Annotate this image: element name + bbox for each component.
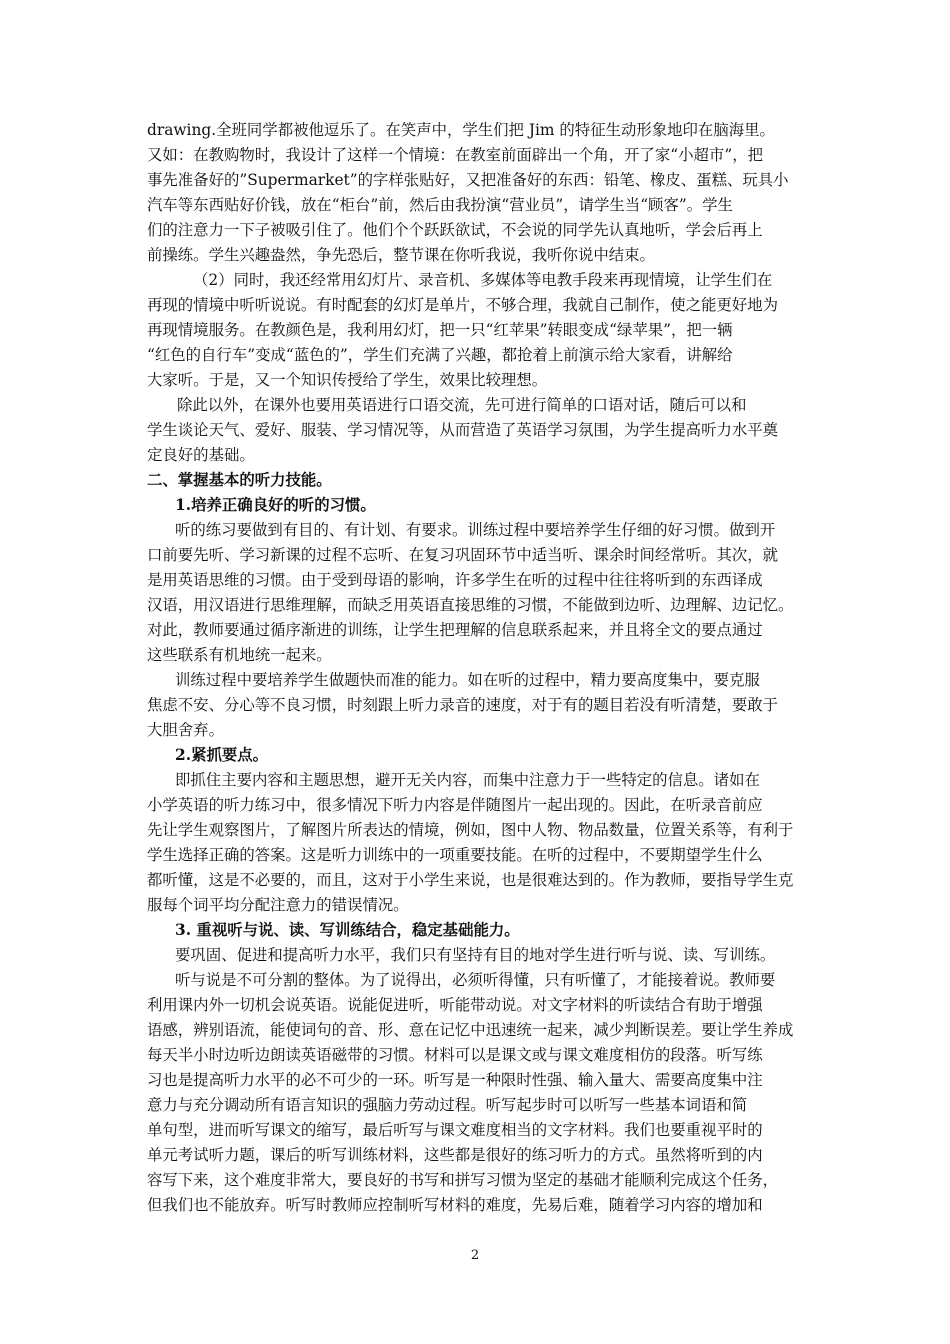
text-line: 单句型，进而听写课文的缩写，最后听写与课文难度相当的文字材料。我们也要重视平时的 <box>147 1121 763 1139</box>
body-text <box>147 118 813 1218</box>
text-line: 前操练。学生兴趣盎然，争先恐后，整节课在你听我说，我听你说中结束。 <box>147 246 655 264</box>
text-line: 是用英语思维的习惯。由于受到母语的影响，许多学生在听的过程中往往将听到的东西译成 <box>147 571 763 589</box>
text-line: drawing.全班同学都被他逗乐了。在笑声中，学生们把 Jim 的特征生动形象地印在脑海里。 <box>147 121 775 139</box>
text-line: 利用课内外一切机会说英语。说能促进听，听能带动说。对文字材料的听读结合有助于增强 <box>147 996 763 1014</box>
text-line: 听的练习要做到有目的、有计划、有要求。训练过程中要培养学生仔细的好习惯。做到开 <box>175 521 776 539</box>
text-line: 事先准备好的”Supermarket”的字样张贴好，又把准备好的东西：铅笔、橡皮、蛋糕、玩具小 <box>147 171 789 189</box>
text-line: （2）同时，我还经常用幻灯片、录音机、多媒体等电教手段来再现情境，让学生们在 <box>193 271 773 289</box>
text-line: 习也是提高听力水平的必不可少的一环。听写是一种限时性强、输入量大、需要高度集中注 <box>147 1071 763 1089</box>
page-number: 2 <box>470 1248 480 1263</box>
text-line: 小学英语的听力练习中，很多情况下听力内容是伴随图片一起出现的。因此，在听录音前应 <box>147 796 763 814</box>
text-line: 听与说是不可分割的整体。为了说得出，必须听得懂，只有听懂了，才能接着说。教师要 <box>175 971 776 989</box>
text-line: 学生谈论天气、爱好、服装、学习情况等，从而营造了英语学习氛围，为学生提高听力水平奠 <box>147 421 779 439</box>
text-line: 容写下来，这个难度非常大，要良好的书写和拼写习惯为坚定的基础才能顺利完成这个任务， <box>147 1171 779 1189</box>
text-line: 口前要先听、学习新课的过程不忘听、在复习巩固环节中适当听、课余时间经常听。其次，就 <box>147 546 779 564</box>
text-line: 再现情境服务。在教颜色是，我利用幻灯，把一只“红苹果”转眼变成“绿苹果”，把一辆 <box>147 321 733 339</box>
subsection-heading: 3. 重视听与说、读、写训练结合，稳定基础能力。 <box>175 921 520 939</box>
text-line: 再现的情境中听听说说。有时配套的幻灯是单片，不够合理，我就自己制作，使之能更好地为 <box>147 296 779 314</box>
text-line: 对此，教师要通过循序渐进的训练，让学生把理解的信息联系起来，并且将全文的要点通过 <box>147 621 763 639</box>
text-line: 先让学生观察图片，了解图片所表达的情境，例如，图中人物、物品数量，位置关系等，有利于 <box>147 821 794 839</box>
text-line: 大家听。于是，又一个知识传授给了学生，效果比较理想。 <box>147 371 548 389</box>
text-line: 都听懂，这是不必要的，而且，这对于小学生来说，也是很难达到的。作为教师，要指导学生克 <box>147 871 794 889</box>
text-line: 学生选择正确的答案。这是听力训练中的一项重要技能。在听的过程中，不要期望学生什么 <box>147 846 763 864</box>
text-line: 这些联系有机地统一起来。 <box>147 646 332 664</box>
text-line: 意力与充分调动所有语言知识的强脑力劳动过程。听写起步时可以听写一些基本词语和简 <box>147 1096 748 1114</box>
text-line: 除此以外，在课外也要用英语进行口语交流，先可进行简单的口语对话，随后可以和 <box>177 396 747 414</box>
text-line: 又如：在教购物时，我设计了这样一个情境：在教室前面辟出一个角，开了家“小超市”，把 <box>147 146 763 164</box>
text-line: “红色的自行车”变成“蓝色的”，学生们充满了兴趣，都抢着上前演示给大家看，讲解给 <box>147 346 733 364</box>
section-heading: 二、掌握基本的听力技能。 <box>147 471 332 489</box>
text-line: 汽车等东西贴好价钱，放在“柜台”前，然后由我扮演“营业员”，请学生当“顾客”。学生 <box>147 196 733 214</box>
text-line: 每天半小时边听边朗读英语磁带的习惯。材料可以是课文或与课文难度相仿的段落。听写练 <box>147 1046 763 1064</box>
subsection-heading: 2.紧抓要点。 <box>175 746 269 764</box>
text-line: 即抓住主要内容和主题思想，避开无关内容，而集中注意力于一些特定的信息。诸如在 <box>175 771 760 789</box>
text-line: 定良好的基础。 <box>147 446 255 464</box>
text-line: 服每个词平均分配注意力的错误情况。 <box>147 896 409 914</box>
text-line: 单元考试听力题，课后的听写训练材料，这些都是很好的练习听力的方式。虽然将听到的内 <box>147 1146 763 1164</box>
text-line: 汉语，用汉语进行思维理解，而缺乏用英语直接思维的习惯，不能做到边听、边理解、边记忆。 <box>147 596 794 614</box>
text-line: 焦虑不安、分心等不良习惯，时刻跟上听力录音的速度，对于有的题目若没有听清楚，要敢于 <box>147 696 779 714</box>
text-line: 但我们也不能放弃。听写时教师应控制听写材料的难度，先易后难，随着学习内容的增加和 <box>147 1196 763 1214</box>
text-line: 大胆舍弃。 <box>147 721 224 739</box>
text-line: 语感，辨别语流，能使词句的音、形、意在记忆中迅速统一起来，减少判断误差。要让学生养成 <box>147 1021 794 1039</box>
text-line: 训练过程中要培养学生做题快而准的能力。如在听的过程中，精力要高度集中，要克服 <box>175 671 760 689</box>
text-line: 要巩固、促进和提高听力水平，我们只有坚持有目的地对学生进行听与说、读、写训练。 <box>175 946 776 964</box>
subsection-heading: 1.培养正确良好的听的习惯。 <box>175 496 376 514</box>
text-line: 们的注意力一下子被吸引住了。他们个个跃跃欲试，不会说的同学先认真地听，学会后再上 <box>147 221 763 239</box>
